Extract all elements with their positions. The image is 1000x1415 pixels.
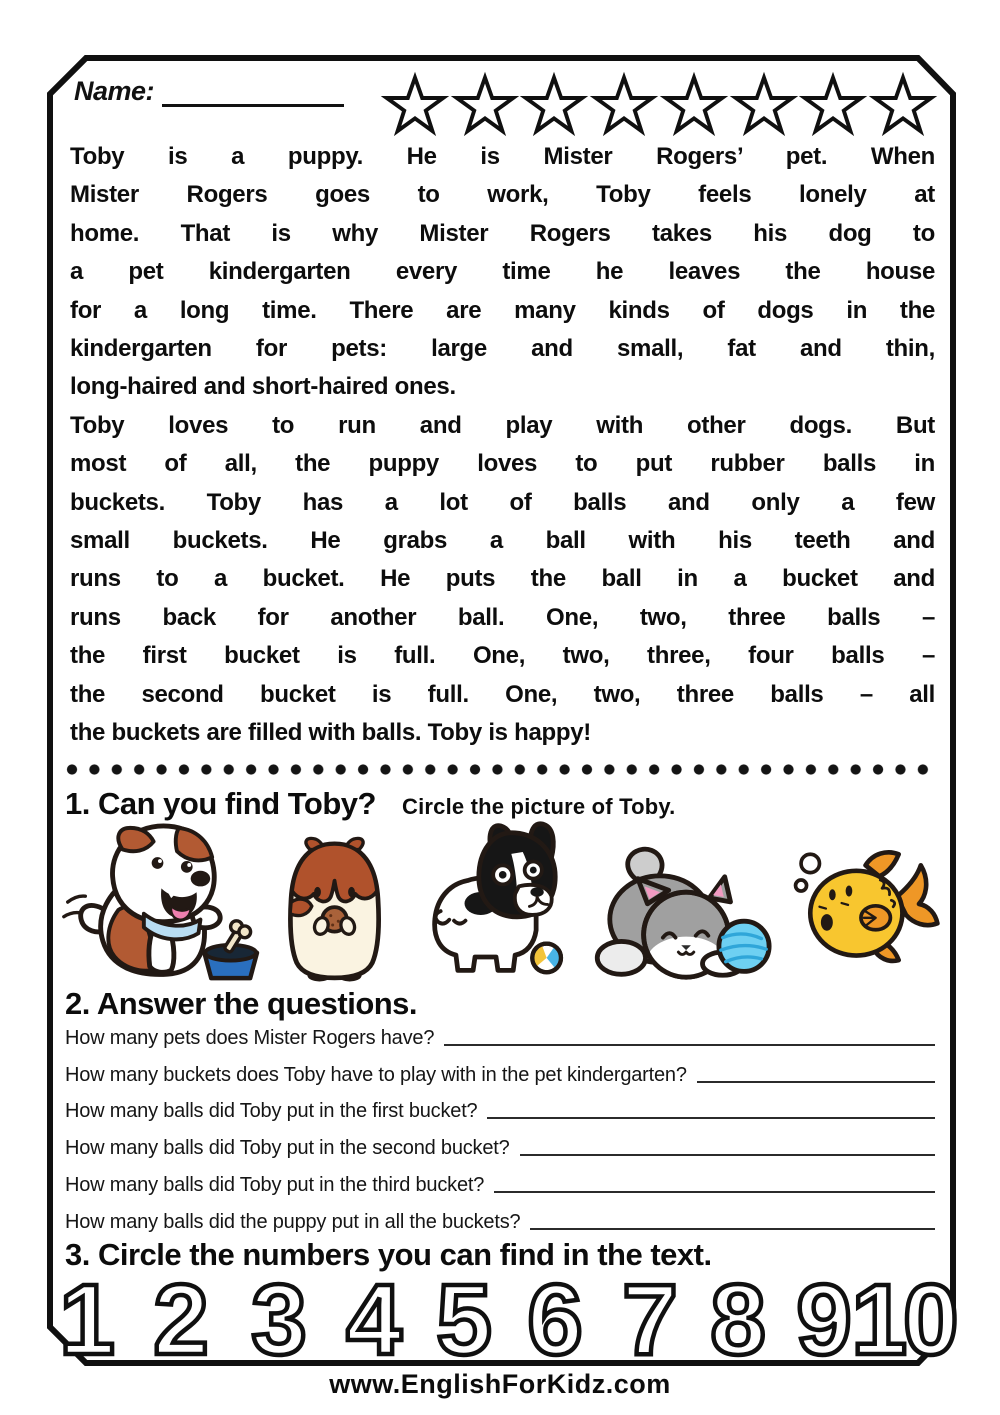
star-icon[interactable]: [873, 74, 933, 134]
question-text: How many balls did Toby put in the first bucket?: [65, 1100, 478, 1123]
story-line: the first bucket is full. One, two, three, four balls –: [70, 642, 935, 670]
question-row: [65, 1088, 935, 1125]
story-line: Toby loves to run and play with other dogs. But: [70, 411, 935, 439]
story-line: most of all, the puppy loves to put rubber balls in: [70, 450, 935, 478]
story-text: [70, 138, 935, 753]
story-line: home. That is why Mister Rogers takes his dog to: [70, 219, 935, 247]
star-icon[interactable]: [734, 74, 794, 134]
task1-instruction: Circle the picture of Toby.: [401, 794, 676, 819]
questions-list: [65, 1014, 935, 1235]
circle-number-10[interactable]: 10: [851, 1264, 955, 1376]
story-line: a pet kindergarten every time he leaves the house: [70, 258, 935, 286]
story-line: long-haired and short-haired ones.: [70, 373, 456, 401]
answer-blank[interactable]: [494, 1191, 935, 1193]
story-line: the second bucket is full. One, two, three balls – all: [70, 680, 935, 708]
question-text: How many balls did the puppy put in all the buckets?: [65, 1210, 521, 1233]
answer-blank[interactable]: [530, 1228, 935, 1230]
question-text: How many pets does Mister Rogers have?: [65, 1026, 435, 1049]
circle-number-9[interactable]: 9: [796, 1264, 848, 1376]
numbers-row: [58, 1264, 955, 1376]
story-line: for a long time. There are many kinds of dogs in the: [70, 296, 935, 324]
story-line: buckets. Toby has a lot of balls and only a few: [70, 488, 935, 516]
story-line: the buckets are filled with balls. Toby is happy!: [70, 719, 591, 747]
circle-number-5[interactable]: 5: [436, 1264, 488, 1376]
star-icon[interactable]: [664, 74, 724, 134]
story-line: kindergarten for pets: large and small, fat and thin,: [70, 335, 935, 363]
question-row: [65, 1051, 935, 1088]
name-label: Name:: [74, 76, 155, 106]
answer-blank[interactable]: [697, 1081, 935, 1083]
question-row: [65, 1161, 935, 1198]
story-line: runs back for another ball. One, two, three balls –: [70, 603, 935, 631]
star-icon[interactable]: [455, 74, 515, 134]
question-row: [65, 1124, 935, 1161]
cat-image[interactable]: [577, 842, 772, 982]
circle-number-6[interactable]: 6: [527, 1264, 579, 1376]
answer-blank[interactable]: [444, 1044, 935, 1046]
task3-title: 3. Circle the numbers you can find in the text.: [65, 1237, 712, 1272]
fish-image[interactable]: [790, 845, 942, 974]
question-row: [65, 1198, 935, 1235]
puppy-image[interactable]: [58, 820, 258, 986]
answer-blank[interactable]: [520, 1154, 935, 1156]
rating-stars: [385, 74, 933, 134]
question-text: How many buckets does Toby have to play with in the pet kindergarten?: [65, 1063, 687, 1086]
circle-number-7[interactable]: 7: [622, 1264, 674, 1376]
question-text: How many balls did Toby put in the third bucket?: [65, 1173, 485, 1196]
name-blank-line[interactable]: [162, 78, 344, 107]
footer-url: www.EnglishForKidz.com: [329, 1369, 671, 1399]
animal-pictures-row: [58, 824, 942, 986]
star-icon[interactable]: [803, 74, 863, 134]
circle-number-8[interactable]: 8: [710, 1264, 762, 1376]
guinea-pig-image[interactable]: [276, 838, 394, 980]
question-text: How many balls did Toby put in the second bucket?: [65, 1137, 510, 1160]
circle-number-3[interactable]: 3: [251, 1264, 303, 1376]
task1-heading: [65, 786, 676, 822]
dotted-divider: [66, 763, 938, 776]
star-icon[interactable]: [524, 74, 584, 134]
french-bulldog-image[interactable]: [412, 827, 560, 980]
task1-title: 1. Can you find Toby?: [65, 786, 376, 821]
circle-number-1[interactable]: 1: [59, 1264, 111, 1376]
story-line: Toby is a puppy. He is Mister Rogers’ pet. When: [70, 143, 935, 170]
circle-number-4[interactable]: 4: [346, 1264, 398, 1376]
story-line: Mister Rogers goes to work, Toby feels lonely at: [70, 181, 935, 209]
story-line: small buckets. He grabs a ball with his teeth and: [70, 527, 935, 555]
question-row: [65, 1014, 935, 1051]
task2-title: 2. Answer the questions.: [65, 986, 418, 1021]
answer-blank[interactable]: [487, 1117, 935, 1119]
circle-number-2[interactable]: 2: [153, 1264, 205, 1376]
story-line: runs to a bucket. He puts the ball in a bucket and: [70, 565, 935, 593]
name-row: [74, 76, 344, 107]
star-icon[interactable]: [385, 74, 445, 134]
star-icon[interactable]: [594, 74, 654, 134]
